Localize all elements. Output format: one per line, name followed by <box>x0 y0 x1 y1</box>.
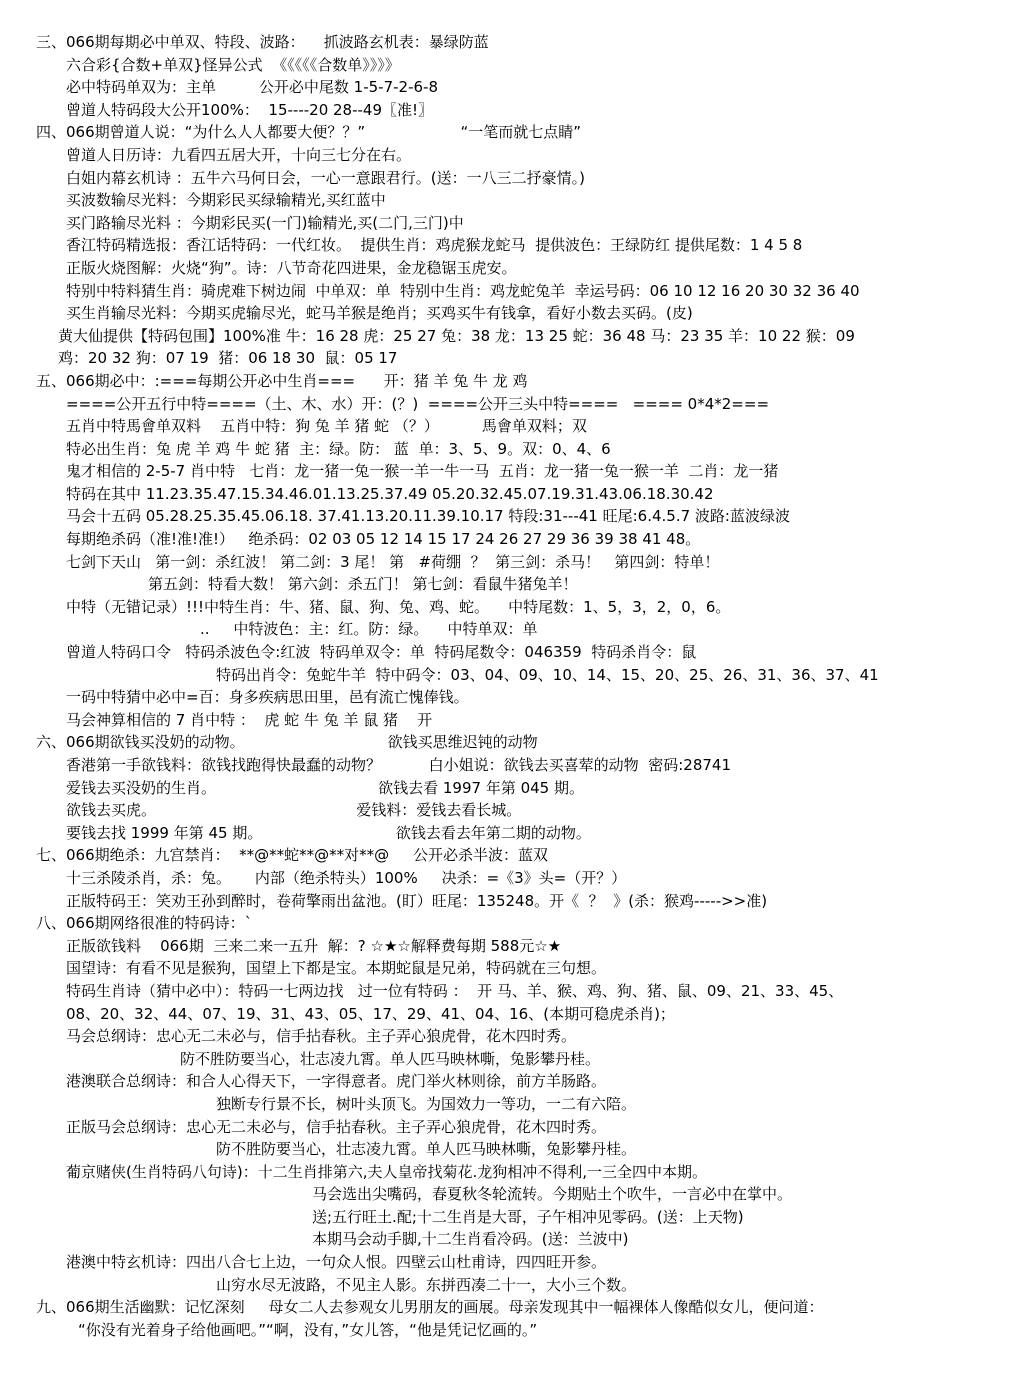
text-line: 爱钱去买没奶的生肖。 欲钱去看 1997 年第 045 期。 <box>66 778 584 797</box>
text-line: 七剑下天山 第一剑：杀红波！ 第二剑：3 尾！ 第 #荷绷 ？ 第三剑：杀马！ 第四剑：特单！ <box>66 552 720 571</box>
text-line: 港澳中特玄机诗：四出八合七上边，一句众人恨。四壁云山杜甫诗，四四旺开参。 <box>66 1253 607 1272</box>
text-line: 马会选出尖嘴码，春夏秋冬轮流转。今期贴土个吹牛，一言必中在掌中。 <box>312 1185 793 1204</box>
text-line: 第五剑：特看大数！ 第六剑：杀五门！ 第七剑：看鼠牛猪兔羊！ <box>148 575 578 594</box>
text-line: 三、066期每期必中单双、特段、波路： 抓波路玄机表：暴绿防蓝 <box>36 33 489 51</box>
text-line: 本期马会动手脚,十二生肖看冷码。(送：兰波中) <box>312 1230 629 1249</box>
text-line: 白姐内幕玄机诗 ：五牛六马何日会，一心一意跟君行。(送：一八三二抒豪情。) <box>66 168 585 187</box>
text-line: 国望诗：有看不见是猴狗，国望上下都是宝。本期蛇鼠是兄弟，特码就在三句想。 <box>66 959 607 978</box>
text-line: 特码在其中 11.23.35.47.15.34.46.01.13.25.37.49 05.20.32.45.07.19.31.43.06.18.30.42 <box>66 484 714 503</box>
text-line: 黄大仙提供【特码包围】100%准 牛：16 28 虎：25 27 兔：38 龙：13 25 蛇：36 48 马：23 35 羊：10 22 猴：09 <box>58 326 855 345</box>
text-line: 买波数输尽光料：今期彩民买绿输精光,买红蓝中 <box>66 191 386 210</box>
text-line: 正版火烧图解：火烧“狗”。诗：八节奇花四进果，金龙稳锯玉虎安。 <box>66 258 517 277</box>
text-line: 每期绝杀码（准!准!准!） 绝杀码：02 03 05 12 14 15 17 24 26 27 29 36 39 38 41 48。 <box>66 530 701 549</box>
text-line: 十三杀陵杀肖，杀：兔。 内部（绝杀特头）100% 决杀：=《3》头=（开？） <box>66 868 627 887</box>
text-line: 防不胜防要当心，壮志凌九霄。单人匹马映林嘶，兔影攀丹桂。 <box>180 1049 601 1068</box>
text-line: 必中特码单双为：主单 公开必中尾数 1-5-7-2-6-8 <box>66 78 439 97</box>
text-line: “你没有光着身子给他画吧。”“啊，没有，”女儿答，“他是凭记忆画的。” <box>78 1320 538 1339</box>
text-line: 中特（无错记录）!!!中特生肖：牛、猪、鼠、狗、兔、鸡、蛇。 中特尾数：1、5，3，2，0，6。 <box>66 597 731 616</box>
lottery-tips-sheet <box>0 31 1017 1341</box>
text-line: 香港第一手欲钱料：欲钱找跑得快最蠢的动物？ 白小姐说：欲钱去买喜荤的动物 密码:28741 <box>66 756 731 774</box>
text-line: 香江特码精选报：香江话特码：一代红妆。 提供生肖：鸡虎猴龙蛇马 提供波色：王绿防红 提供尾数：1 4 5 8 <box>66 236 803 255</box>
text-line: 买生肖输尽光料：今期买虎输尽光，蛇马羊猴是绝肖；买鸡买牛有钱拿，看好小数去买码。(皮) <box>66 304 693 323</box>
text-line: 欲钱去买虎。 爱钱料：爱钱去看长城。 <box>66 801 522 820</box>
text-line: 曾道人特码口令 特码杀波色令:红波 特码单双令：单 特码尾数令：046359 特码杀肖令：鼠 <box>66 643 697 662</box>
text-line: 买门路输尽光料 ：今期彩民买(一门)输精光,买(二门,三门)中 <box>66 213 464 232</box>
text-line: 港澳联合总纲诗：和合人心得天下，一字得意者。虎门举火林则徐，前方羊肠路。 <box>66 1072 607 1091</box>
text-line: 正版欲钱料 066期 三来二来一五升 解：? ☆★☆解释费每期 588元☆★ <box>66 936 562 955</box>
text-line: 08、20、32、44、07、19、31、43、05、17、29、41、04、16、(本期可稳虎杀肖)； <box>66 1004 675 1023</box>
text-line: 一码中特猜中必中=百：身多疾病思田里，邑有流亡愧俸钱。 <box>66 688 469 707</box>
text-line: 山穷水尽无波路，不见主人影。东拼西凑二十一，大小三个数。 <box>216 1275 637 1294</box>
text-line: 八、066期网络很准的特码诗：` <box>36 914 253 933</box>
text-line: 四、066期曾道人说：“为什么人人都要大便？？” “一笔而就七点睛” <box>36 123 582 142</box>
text-line: 五、066期必中：:===每期公开必中生肖=== 开：猪 羊 兔 牛 龙 鸡 <box>36 371 528 390</box>
text-line: 六合彩{合数+单双}怪异公式 《《《《《合数单》》》》 <box>66 55 400 74</box>
text-line: 葡京赌侠(生肖特码八句诗)：十二生肖排第六,夫人皇帝找菊花.龙狗相冲不得利,一三全四中本期。 <box>66 1162 708 1181</box>
text-line: 马会神算相信的 7 肖中特 ： 虎 蛇 牛 兔 羊 鼠 猪 开 <box>66 710 433 729</box>
text-line: 曾道人特码段大公开100%： 15----20 28--49〖准!〗 <box>66 100 434 119</box>
text-line: 马会总纲诗：忠心无二未必与，信手拈春秋。主子弄心狼虎骨，花木四时秀。 <box>66 1027 577 1046</box>
text-line: ====公开五行中特====（土、木、水）开：(？) ====公开三头中特==== ==== 0*4*2=== <box>66 394 770 413</box>
text-line: 正版特码王：笑劝王孙到醉时，卷荷擎雨出盆池。(盯）旺尾：135248。开《 ？ 》(杀：猴鸡----->>准) <box>66 891 768 910</box>
text-line: 要钱去找 1999 年第 45 期。 欲钱去看去年第二期的动物。 <box>66 823 591 842</box>
text-line: 鸡：20 32 狗：07 19 猪：06 18 30 鼠：05 17 <box>58 349 398 368</box>
text-line: 特码生肖诗（猜中必中）：特码一七两边找 过一位有特码 ： 开 马、羊、猴、鸡、狗、猪、鼠、09、21、33、45、 <box>66 981 844 1000</box>
text-line: 五肖中特馬會单双料 五肖中特：狗 兔 羊 猪 蛇 （？） 馬會单双料；双 <box>66 417 587 436</box>
text-line: 九、066期生活幽默：记忆深刻 母女二人去参观女儿男朋友的画展。母亲发现其中一幅裸体人像酷似女儿，便问道： <box>36 1298 824 1317</box>
text-line: 马会十五码 05.28.25.35.45.06.18. 37.41.13.20.11.39.10.17 特段:31---41 旺尾:6.4.5.7 波路:蓝波绿波 <box>66 507 790 526</box>
text-line: 独断专行景不长，树叶头顶飞。为国效力一等功，一二有六陪。 <box>216 1094 637 1113</box>
text-line: 特别中特料猜生肖：骑虎难下树边闹 中单双：单 特别中生肖：鸡龙蛇兔羊 幸运号码：06 10 12 16 20 30 32 36 40 <box>66 281 860 300</box>
text-line: 防不胜防要当心，壮志凌九霄。单人匹马映林嘶，兔影攀丹桂。 <box>216 1140 637 1159</box>
text-line: 六、066期欲钱买没奶的动物。 欲钱买思维迟钝的动物 <box>36 733 538 752</box>
text-line: 特必出生肖：兔 虎 羊 鸡 牛 蛇 猪 主：绿。防： 蓝 单：3、5、9。双：0、4、6 <box>66 439 611 458</box>
text-line: 正版马会总纲诗：忠心无二未必与，信手拈春秋。主子弄心狼虎骨，花木四时秀。 <box>66 1117 607 1136</box>
text-line: 特码出肖令：兔蛇牛羊 特中码令：03、04、09、10、14、15、20、25、26、31、36、37、41 <box>216 665 879 684</box>
text-line: 七、066期绝杀：九宫禁肖： **@**蛇**@**对**@ 公开必杀半波：蓝双 <box>36 846 549 865</box>
text-line: 送;五行旺土.配;十二生肖是大哥，子午相冲见零码。(送：上天物) <box>312 1207 744 1226</box>
text-line: 曾道人日历诗：九看四五居大开，十向三七分在右。 <box>66 145 412 164</box>
text-line: 鬼才相信的 2-5-7 肖中特 七肖：龙一猪一兔一猴一羊一牛一马 五肖：龙一猪一兔一猴一羊 二肖：龙一猪 <box>66 462 779 481</box>
text-line: .. 中特波色：主：红。防：绿。 中特单双：单 <box>200 620 538 639</box>
